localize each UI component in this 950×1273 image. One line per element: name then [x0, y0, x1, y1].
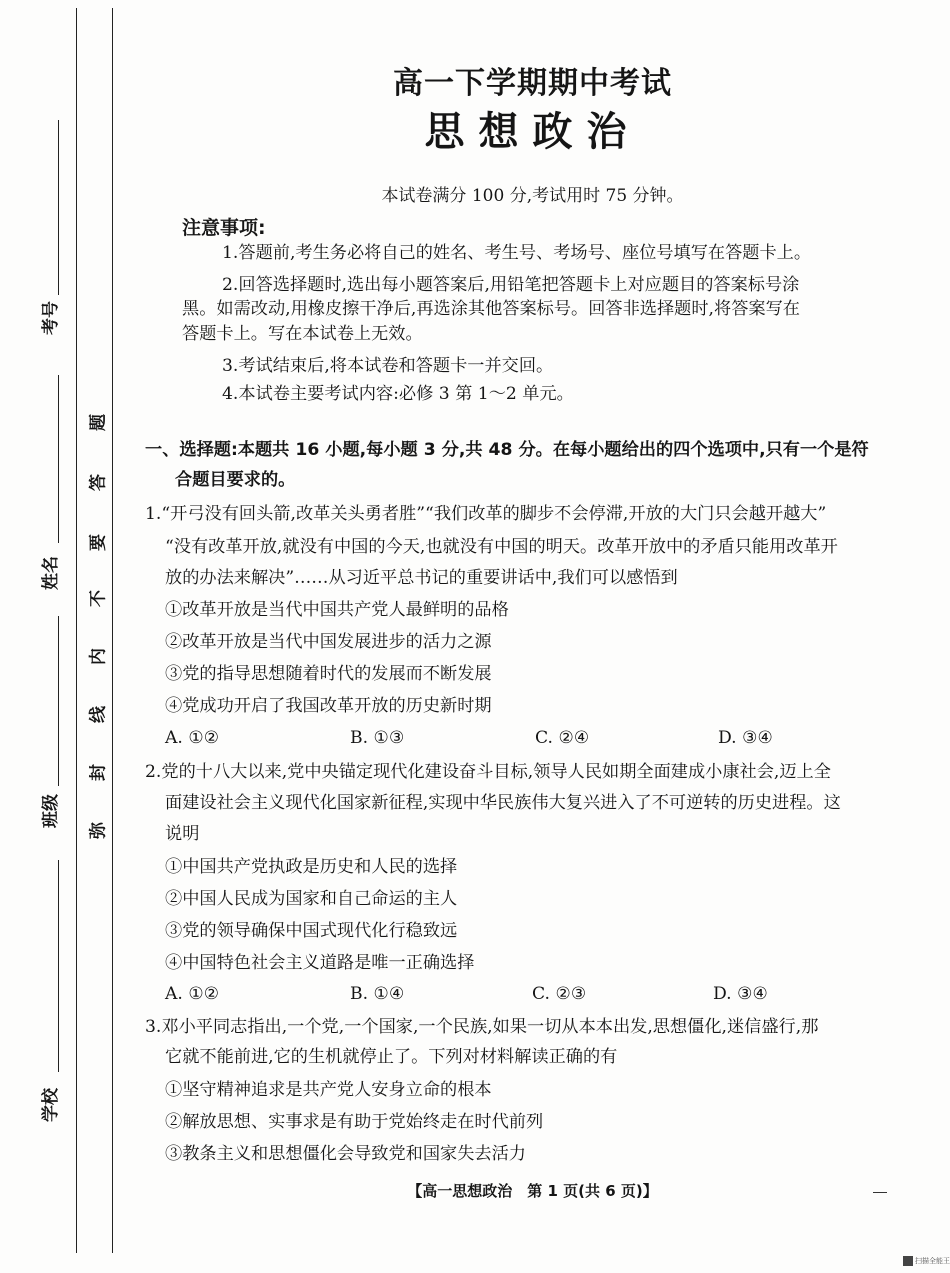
option-c: C. ②③ — [532, 984, 587, 1004]
field-blank — [58, 860, 59, 1072]
field-label: 姓名 — [41, 556, 61, 590]
question-stem: 3.邓小平同志指出,一个党,一个国家,一个民族,如果一切从本本出发,思想僵化,迷信盛行,那 — [145, 1017, 819, 1037]
field-blank — [58, 120, 59, 295]
subject-title: 思想政治 — [424, 109, 641, 155]
statement-item: ③党的领导确保中国式现代化行稳致远 — [165, 921, 458, 941]
notice-line: 3.考试结束后,将本试卷和答题卡一并交回。 — [222, 356, 554, 376]
statement-item: ③党的指导思想随着时代的发展而不断发展 — [165, 664, 492, 684]
binding-margin — [0, 0, 130, 1273]
statement-item: ①坚守精神追求是共产党人安身立命的根本 — [165, 1080, 492, 1100]
seal-char: 不 — [88, 590, 109, 607]
option-d: D. ③④ — [713, 984, 768, 1004]
corner-mark — [873, 1192, 887, 1193]
section-heading-cont: 合题目要求的。 — [175, 470, 296, 490]
question-stem: 面建设社会主义现代化国家新征程,实现中华民族伟大复兴进入了不可逆转的历史进程。这 — [165, 793, 841, 813]
question-stem: 2.党的十八大以来,党中央锚定现代化建设奋斗目标,领导人民如期全面建成小康社会,迈上全 — [145, 762, 831, 782]
question-stem: 1.“开弓没有回头箭,改革关头勇者胜”“我们改革的脚步不会停滞,开放的大门只会越开越大” — [145, 504, 827, 524]
question-stem: 它就不能前进,它的生机就停止了。下列对材料解读正确的有 — [165, 1047, 618, 1067]
notice-heading: 注意事项: — [182, 217, 266, 239]
notice-line: 答题卡上。写在本试卷上无效。 — [182, 324, 423, 344]
question-stem: 放的办法来解决”……从习近平总书记的重要讲话中,我们可以感悟到 — [165, 568, 678, 588]
field-label: 学校 — [41, 1088, 61, 1122]
field-blank — [58, 375, 59, 543]
page-footer: 【高一思想政治 第 1 页(共 6 页)】 — [407, 1182, 658, 1200]
option-b: B. ①③ — [350, 728, 405, 748]
watermark-text: 扫描全能王 — [915, 1257, 950, 1265]
field-blank — [58, 616, 59, 786]
seal-char: 封 — [88, 764, 109, 781]
notice-line: 2.回答选择题时,选出每小题答案后,用铅笔把答题卡上对应题目的答案标号涂 — [222, 275, 800, 295]
margin-line-inner — [112, 8, 113, 1253]
scanner-logo-icon — [903, 1256, 913, 1266]
exam-info: 本试卷满分 100 分,考试用时 75 分钟。 — [381, 186, 684, 206]
seal-char: 要 — [88, 534, 109, 551]
seal-char: 内 — [88, 648, 109, 665]
statement-item: ①中国共产党执政是历史和人民的选择 — [165, 857, 458, 877]
notice-line: 黑。如需改动,用橡皮擦干净后,再选涂其他答案标号。回答非选择题时,将答案写在 — [182, 299, 800, 319]
notice-line: 1.答题前,考生务必将自己的姓名、考生号、考场号、座位号填写在答题卡上。 — [222, 243, 812, 263]
question-stem: “没有改革开放,就没有中国的今天,也就没有中国的明天。改革开放中的矛盾只能用改革开 — [165, 537, 838, 557]
section-heading: 一、选择题:本题共 16 小题,每小题 3 分,共 48 分。在每小题给出的四个选项中,只有一个是符 — [145, 440, 869, 460]
scanner-watermark — [903, 1256, 950, 1266]
statement-item: ②中国人民成为国家和自己命运的主人 — [165, 889, 458, 909]
statement-item: ②解放思想、实事求是有助于党始终走在时代前列 — [165, 1112, 544, 1132]
seal-char: 题 — [88, 414, 109, 431]
question-stem: 说明 — [165, 824, 200, 844]
seal-char: 弥 — [88, 822, 109, 839]
field-label: 班级 — [41, 794, 61, 828]
option-d: D. ③④ — [718, 728, 773, 748]
field-label: 考号 — [41, 301, 61, 335]
option-a: A. ①② — [165, 984, 220, 1004]
notice-line: 4.本试卷主要考试内容:必修 3 第 1～2 单元。 — [222, 384, 574, 404]
option-a: A. ①② — [165, 728, 220, 748]
seal-char: 答 — [88, 474, 109, 491]
statement-item: ④中国特色社会主义道路是唯一正确选择 — [165, 953, 475, 973]
statement-item: ③教条主义和思想僵化会导致党和国家失去活力 — [165, 1144, 526, 1164]
seal-char: 线 — [88, 706, 109, 723]
option-b: B. ①④ — [350, 984, 405, 1004]
statement-item: ①改革开放是当代中国共产党人最鲜明的品格 — [165, 600, 509, 620]
option-c: C. ②④ — [535, 728, 590, 748]
statement-item: ④党成功开启了我国改革开放的历史新时期 — [165, 696, 492, 716]
margin-line-outer — [76, 8, 77, 1253]
statement-item: ②改革开放是当代中国发展进步的活力之源 — [165, 632, 492, 652]
exam-title: 高一下学期期中考试 — [393, 66, 672, 101]
